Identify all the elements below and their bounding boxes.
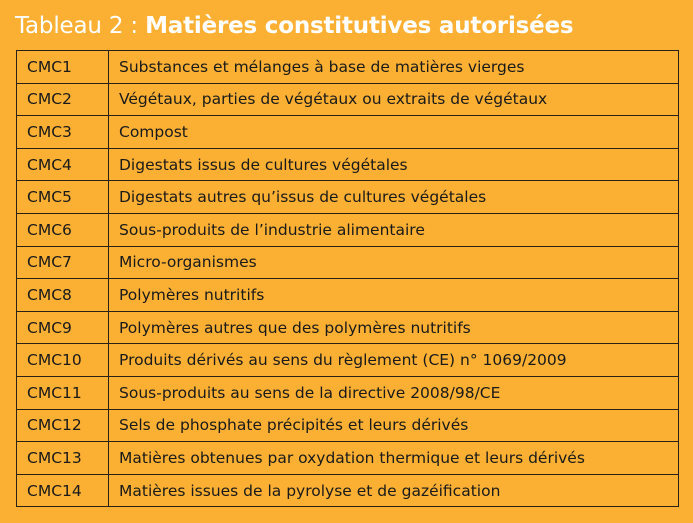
table-row xyxy=(17,181,679,214)
row-label-cell: Sous-produits de l’industrie alimentaire xyxy=(109,213,679,246)
row-code-cell: CMC7 xyxy=(17,246,109,279)
row-code-cell: CMC9 xyxy=(17,311,109,344)
row-code-cell: CMC1 xyxy=(17,51,109,84)
row-code-cell: CMC8 xyxy=(17,279,109,312)
row-label-cell: Végétaux, parties de végétaux ou extraits de végétaux xyxy=(109,83,679,116)
row-label-cell: Substances et mélanges à base de matières vierges xyxy=(109,51,679,84)
row-code-cell: CMC3 xyxy=(17,116,109,149)
row-label-cell: Sels de phosphate précipités et leurs dérivés xyxy=(109,409,679,442)
table-row xyxy=(17,311,679,344)
row-label-cell: Polymères nutritifs xyxy=(109,279,679,312)
row-code-cell: CMC2 xyxy=(17,83,109,116)
table-row xyxy=(17,116,679,149)
row-label-cell: Digestats issus de cultures végétales xyxy=(109,148,679,181)
table-row xyxy=(17,148,679,181)
row-label-cell: Compost xyxy=(109,116,679,149)
row-label-cell: Matières obtenues par oxydation thermique et leurs dérivés xyxy=(109,442,679,475)
row-code-cell: CMC14 xyxy=(17,474,109,507)
table-row xyxy=(17,213,679,246)
row-code-cell: CMC5 xyxy=(17,181,109,214)
row-code-cell: CMC11 xyxy=(17,376,109,409)
row-code-cell: CMC12 xyxy=(17,409,109,442)
row-code-cell: CMC10 xyxy=(17,344,109,377)
table-title xyxy=(15,9,573,43)
row-label-cell: Produits dérivés au sens du règlement (CE) n° 1069/2009 xyxy=(109,344,679,377)
table-row xyxy=(17,474,679,507)
table-title-main: Matières constitutives autorisées xyxy=(145,13,574,39)
table-row xyxy=(17,409,679,442)
table-row xyxy=(17,246,679,279)
materials-table xyxy=(16,50,679,507)
table-row xyxy=(17,442,679,475)
row-label-cell: Matières issues de la pyrolyse et de gazéification xyxy=(109,474,679,507)
table-row xyxy=(17,83,679,116)
table-row xyxy=(17,376,679,409)
table-title-prefix: Tableau 2 : xyxy=(15,13,146,39)
row-label-cell: Digestats autres qu’issus de cultures végétales xyxy=(109,181,679,214)
row-label-cell: Polymères autres que des polymères nutritifs xyxy=(109,311,679,344)
row-code-cell: CMC4 xyxy=(17,148,109,181)
row-label-cell: Sous-produits au sens de la directive 2008/98/CE xyxy=(109,376,679,409)
row-label-cell: Micro-organismes xyxy=(109,246,679,279)
table-row xyxy=(17,51,679,84)
materials-table-body xyxy=(17,51,679,507)
table-row xyxy=(17,344,679,377)
row-code-cell: CMC6 xyxy=(17,213,109,246)
row-code-cell: CMC13 xyxy=(17,442,109,475)
table-row xyxy=(17,279,679,312)
